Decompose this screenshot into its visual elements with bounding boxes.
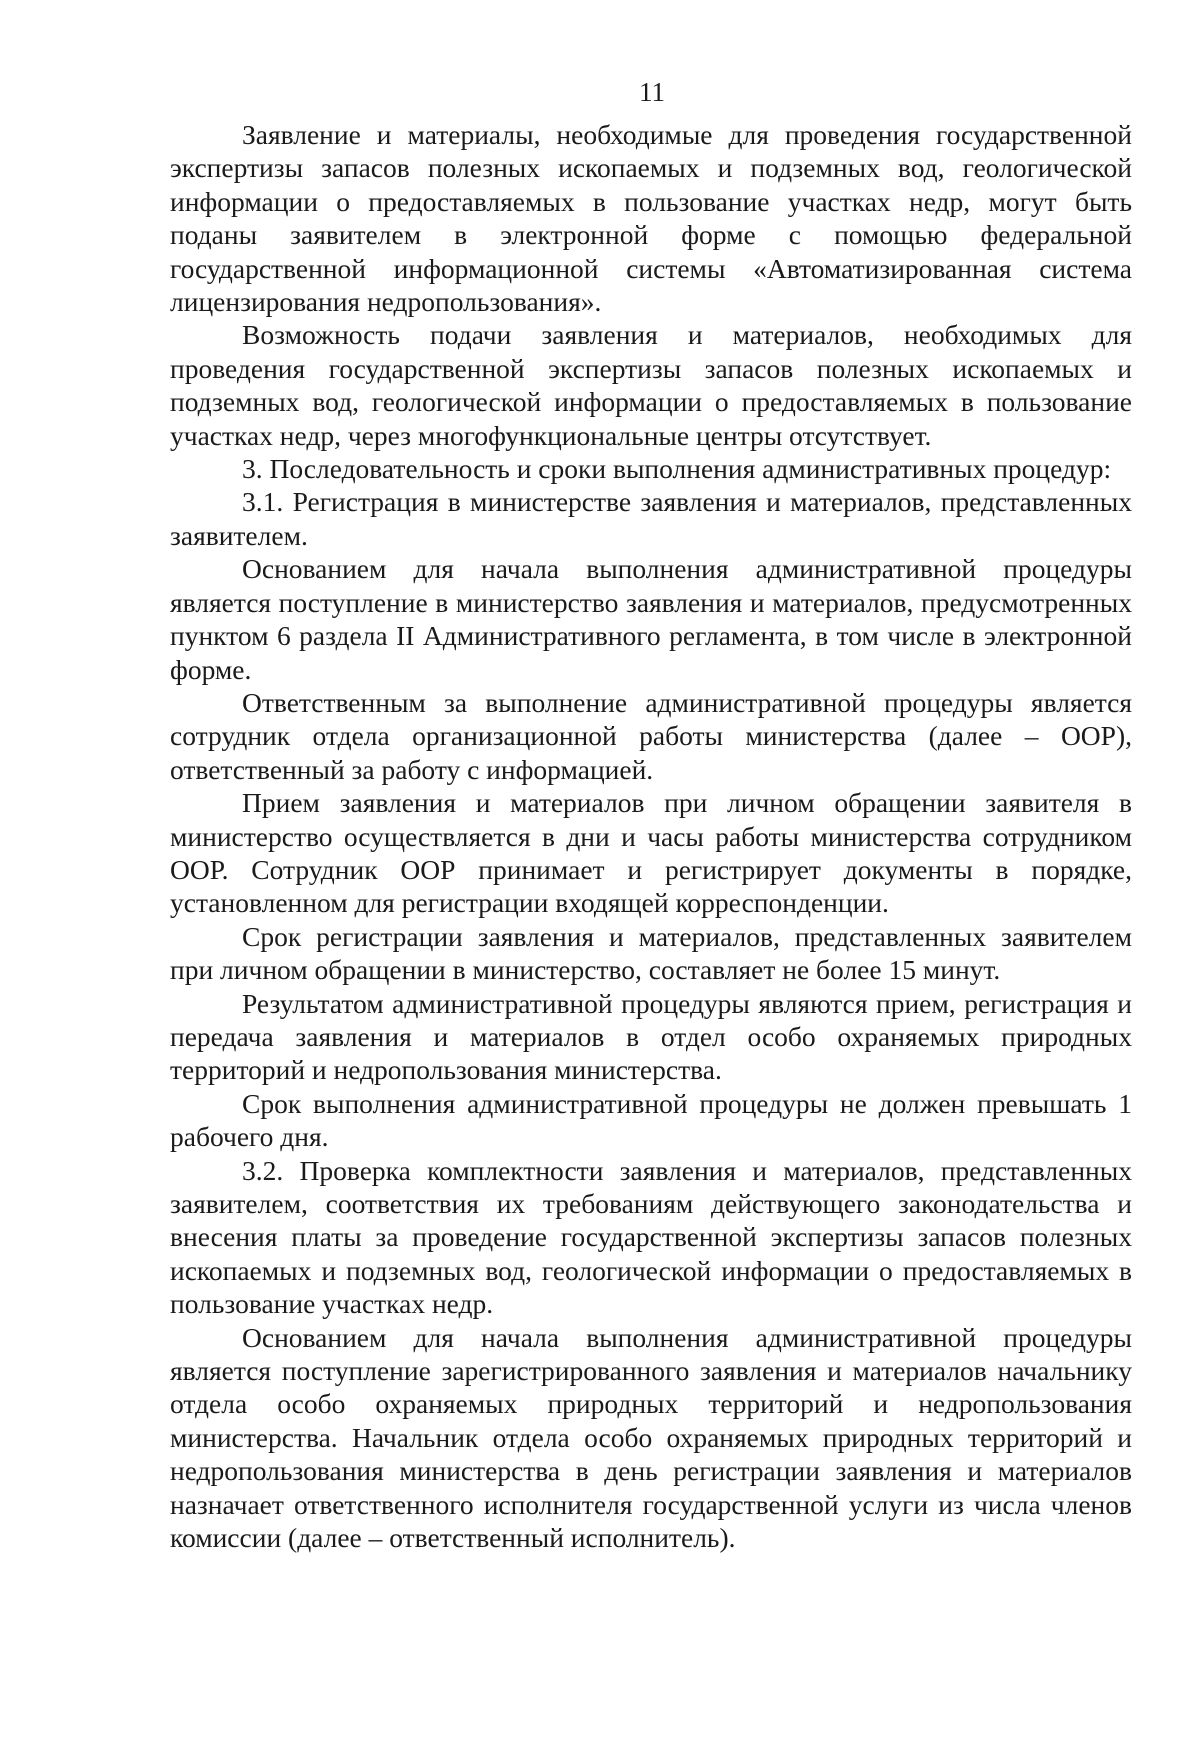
paragraph-registration-time: Срок регистрации заявления и материалов, представленных заявителем при личном обращении в министерство, составляет не более 15 минут.	[170, 920, 1132, 986]
paragraph-section-3-heading: 3. Последовательность и сроки выполнения административных процедур:	[242, 453, 1112, 485]
paragraph-electronic-submission: Заявление и материалы, необходимые для проведения государственной экспертизы запасов полезных ископаемых и подземных вод, геологической информации о предоставляемых в пользование участках недр, могут быть поданы заявителем в электронной форме с помощью федеральной государственной информационной системы «Автоматизированная система лицензирования недропользования».	[170, 119, 1132, 318]
paragraph-assign-executor: Основанием для начала выполнения административной процедуры является поступление зарегистрированного заявления и материалов начальнику отдела особо охраняемых природных территорий и недропользования министерства. Начальник отдела особо охраняемых природных территорий и недропользования министерства в день регистрации заявления и материалов назначает ответственного исполнителя государственной услуги из числа членов комиссии (далее – ответственный исполнитель).	[170, 1321, 1132, 1554]
paragraph-procedure-result: Результатом административной процедуры являются прием, регистрация и передача заявления и материалов в отдел особо охраняемых природных территорий и недропользования министерства.	[170, 987, 1132, 1086]
document-body	[170, 118, 1132, 1554]
paragraph-section-3-1-heading: 3.1. Регистрация в министерстве заявления и материалов, представленных заявителем.	[170, 486, 1132, 551]
paragraph-mfc-unavailable: Возможность подачи заявления и материалов, необходимых для проведения государственной экспертизы запасов полезных ископаемых и подземных вод, геологической информации о предоставляемых в пользование участках недр, через многофункциональные центры отсутствует.	[170, 319, 1132, 451]
paragraph-responsible-employee: Ответственным за выполнение административной процедуры является сотрудник отдела организационной работы министерства (далее – ООР), ответственный за работу с информацией.	[170, 686, 1132, 785]
paragraph-section-3-2-heading: 3.2. Проверка комплектности заявления и материалов, представленных заявителем, соответствия их требованиям действующего законодательства и внесения платы за проведение государственной экспертизы запасов полезных ископаемых и подземных вод, геологической информации о предоставляемых в пользование участках недр.	[170, 1154, 1132, 1320]
paragraph-procedure-deadline: Срок выполнения административной процедуры не должен превышать 1 рабочего дня.	[170, 1087, 1132, 1153]
paragraph-procedure-basis: Основанием для начала выполнения административной процедуры является поступление в министерство заявления и материалов, предусмотренных пунктом 6 раздела II Административного регламента, в том числе в электронной форме.	[170, 553, 1132, 685]
paragraph-in-person-reception: Прием заявления и материалов при личном обращении заявителя в министерство осуществляется в дни и часы работы министерства сотрудником ООР. Сотрудник ООР принимает и регистрирует документы в порядке, установленном для регистрации входящей корреспонденции.	[170, 787, 1132, 919]
page-number: 11	[639, 77, 665, 107]
